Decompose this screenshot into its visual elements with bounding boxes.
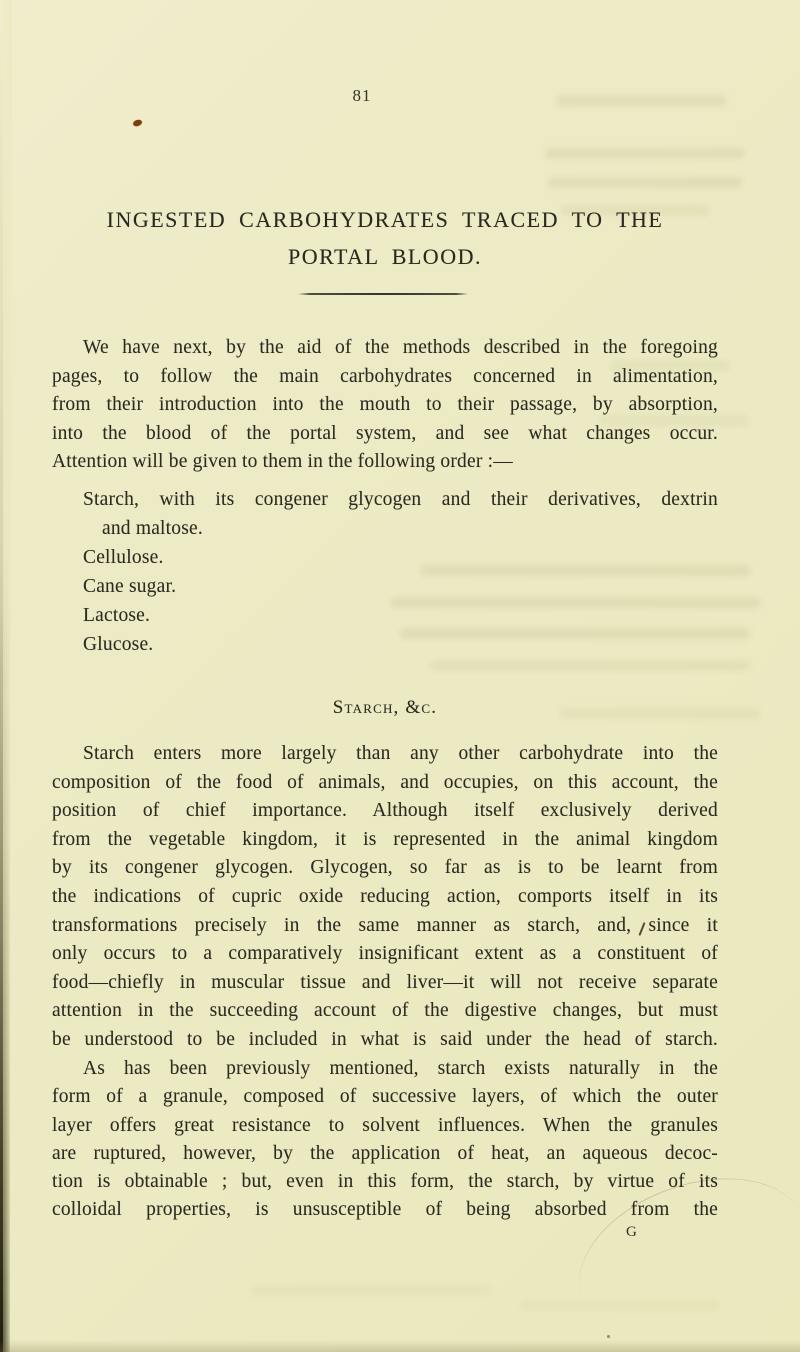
- printer-signature-mark: G: [626, 1224, 637, 1240]
- list-item: Glucose.: [83, 634, 154, 655]
- section-heading: Starch, &c.: [332, 697, 438, 718]
- paragraph-line: be understood to be included in what is said under the head of starch.: [52, 1028, 718, 1050]
- paragraph-line: colloidal properties, is unsusceptible of being absorbed from the: [52, 1199, 718, 1221]
- paragraph-line: We have next, by the aid of the methods described in the foregoing: [83, 337, 718, 358]
- chapter-title-line2: PORTAL BLOOD.: [288, 244, 482, 269]
- starch-paragraph: [52, 740, 718, 1055]
- page-number: 81: [352, 86, 372, 105]
- list-item: and maltose.: [102, 518, 203, 539]
- ink-speck: [132, 119, 142, 127]
- paragraph-line: layer offers great resistance to solvent influences. When the granules: [52, 1114, 718, 1136]
- paragraph-line: form of a granule, composed of successive layers, of which the outer: [52, 1086, 718, 1108]
- carbohydrate-list: [52, 485, 718, 659]
- paragraph-line: As has been previously mentioned, starch exists naturally in the: [83, 1058, 718, 1079]
- paragraph-line: attention in the succeeding account of the digestive changes, but must: [52, 1000, 718, 1022]
- paragraph-line: only occurs to a comparatively insignificant extent as a constituent of: [52, 943, 718, 965]
- paragraph-line: from their introduction into the mouth to their passage, by absorption,: [52, 394, 718, 416]
- paragraph-line: pages, to follow the main carbohydrates concerned in alimentation,: [52, 365, 718, 387]
- chapter-title-line1: INGESTED CARBOHYDRATES TRACED TO THE: [106, 207, 664, 232]
- paragraph-line: transformations precisely in the same manner as starch, and, since it: [52, 914, 718, 936]
- list-item: Starch, with its congener glycogen and their derivatives, dextrin: [83, 489, 718, 510]
- list-item: Cane sugar.: [83, 576, 177, 597]
- paragraph-line: into the blood of the portal system, and see what changes occur.: [52, 422, 718, 444]
- bleedthrough-artifact: [430, 660, 750, 671]
- paragraph-line: tion is obtainable ; but, even in this form, the starch, by virtue of its: [52, 1171, 718, 1193]
- paragraph-line: from the vegetable kingdom, it is represented in the animal kingdom: [52, 828, 718, 850]
- paper-dot: [607, 1335, 610, 1338]
- divider-rule: [298, 293, 468, 295]
- paragraph-line: the indications of cupric oxide reducing action, comports itself in its: [52, 885, 718, 907]
- bleedthrough-artifact: [548, 177, 743, 188]
- granule-paragraph: [52, 1055, 718, 1225]
- intro-paragraph: [52, 334, 718, 477]
- paragraph-line: food—chiefly in muscular tissue and liver—it will not receive separate: [52, 971, 718, 993]
- paragraph-line: by its congener glycogen. Glycogen, so far as is to be learnt from: [52, 857, 718, 879]
- paragraph-line: composition of the food of animals, and occupies, on this account, the: [52, 771, 718, 793]
- page-edge-dark-line: [0, 0, 3, 1352]
- paragraph-line: are ruptured, however, by the application of heat, an aqueous decoc-: [52, 1142, 718, 1164]
- bottom-edge-shade: [0, 1340, 800, 1352]
- chapter-title: [52, 201, 718, 275]
- bleedthrough-artifact: [250, 1285, 490, 1296]
- list-item: Lactose.: [83, 605, 151, 626]
- list-item: Cellulose.: [83, 547, 164, 568]
- paragraph-line: Attention will be given to them in the following order :—: [52, 451, 513, 473]
- paragraph-line: Starch enters more largely than any other carbohydrate into the: [83, 743, 718, 764]
- bleedthrough-artifact: [545, 148, 745, 159]
- paragraph-line: position of chief importance. Although itself exclusively derived: [52, 800, 718, 822]
